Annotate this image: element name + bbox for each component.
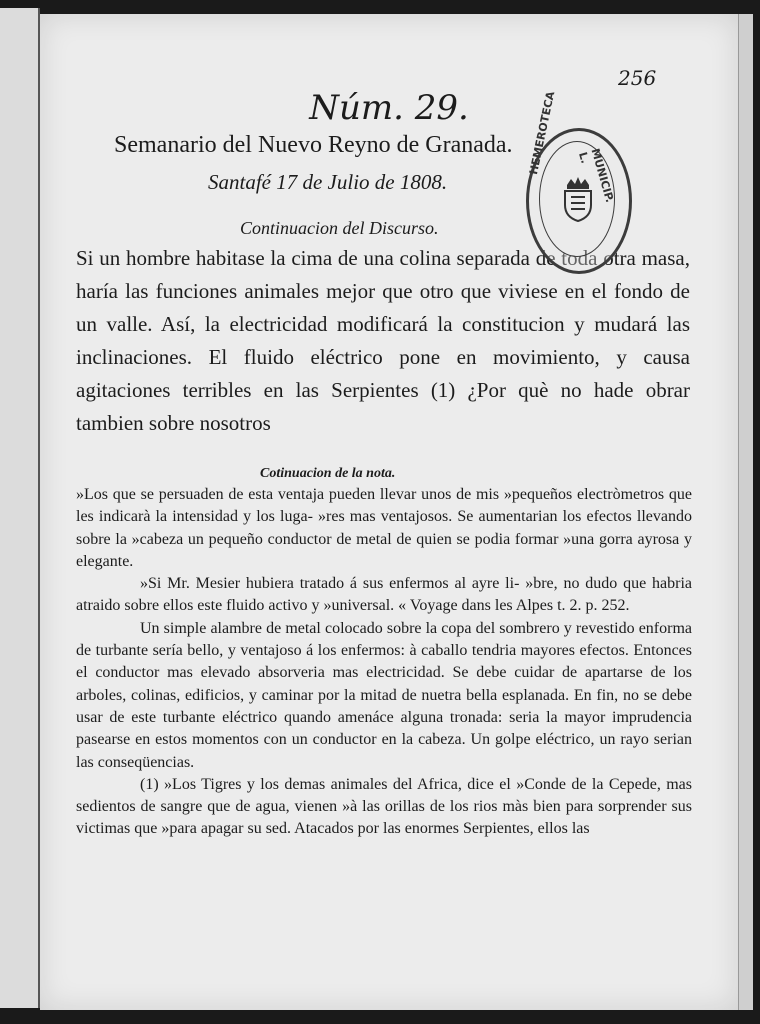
page-stack-edge — [738, 14, 753, 1010]
note-paragraph-1: »Los que se persuaden de esta ventaja pueden llevar unos de mis »pequeños electròmetros que les indicarà la intensidad y los luga- »res mas ventajosos. Se aumentarian los efectos llevando sobre la »cabeza un pequeño conductor de metal de quien se podia formar »una gorra ayrosa y elegante. — [76, 486, 692, 570]
main-paragraph: Si un hombre habitase la cima de una colina separada de toda otra masa, haría las funciones animales mejor que otro que viviese en el fondo de un valle. Así, la electricidad modificará la constitucion y mudará las inclinaciones. El fluido eléctrico pone en movimiento, y causa agitaciones terribles en las Serpientes (1) ¿Por què no hade obrar tambien sobre nosotros — [76, 246, 690, 435]
library-stamp — [526, 90, 632, 274]
main-body-text — [76, 242, 690, 440]
newspaper-page — [40, 14, 738, 1010]
stamp-text-right: MUNICIP. L. — [576, 147, 617, 205]
footnote-paragraph: (1) »Los Tigres y los demas animales del Africa, dice el »Conde de la Cepede, mas sedientos de sangre que de agua, vienen »à las orillas de los rios màs bien para sorprender sus victimas que »para apagar su sed. Atacados por las enormes Serpientes, ellos las — [76, 775, 692, 838]
dateline: Santafé 17 de Julio de 1808. — [208, 170, 448, 194]
facing-page-edge — [0, 8, 40, 1008]
note-heading: Cotinuacion de la nota. — [260, 466, 396, 481]
issue-number: Núm. 29. — [309, 88, 469, 128]
note-body-text — [76, 484, 692, 841]
page-number: 256 — [618, 66, 657, 90]
stamp-text-left: HEMEROTECA — [527, 90, 558, 176]
body-paragraph-3: Un simple alambre de metal colocado sobre la copa del sombrero y revestido enforma de turbante sería bello, y ventajoso á los enfermos: à caballo tendria mayores efectos. Entonces el conductor mas elevado absorveria mas electricidad. Se debe cuidar de apartarse de los arboles, colinas, edificios, y caminar por la mitad de nuetra bella esplanada. En fin, no se debe usar de este turbante eléctrico quando amenáce alguna tronada: seria la mayor imprudencia pasearse en estos momentos con un conductor en la cabeza. Un golpe eléctrico, un rayo serian las conseqüencias. — [76, 619, 692, 771]
crest-icon — [559, 175, 597, 223]
section-heading: Continuacion del Discurso. — [240, 218, 439, 238]
masthead-title: Semanario del Nuevo Reyno de Granada. — [114, 132, 513, 158]
note-paragraph-2: »Si Mr. Mesier hubiera tratado á sus enfermos al ayre li- »bre, no dudo que habria atraido sobre ellos este fluido activo y »universal. « Voyage dans les Alpes t. 2. p. 252. — [76, 575, 692, 615]
